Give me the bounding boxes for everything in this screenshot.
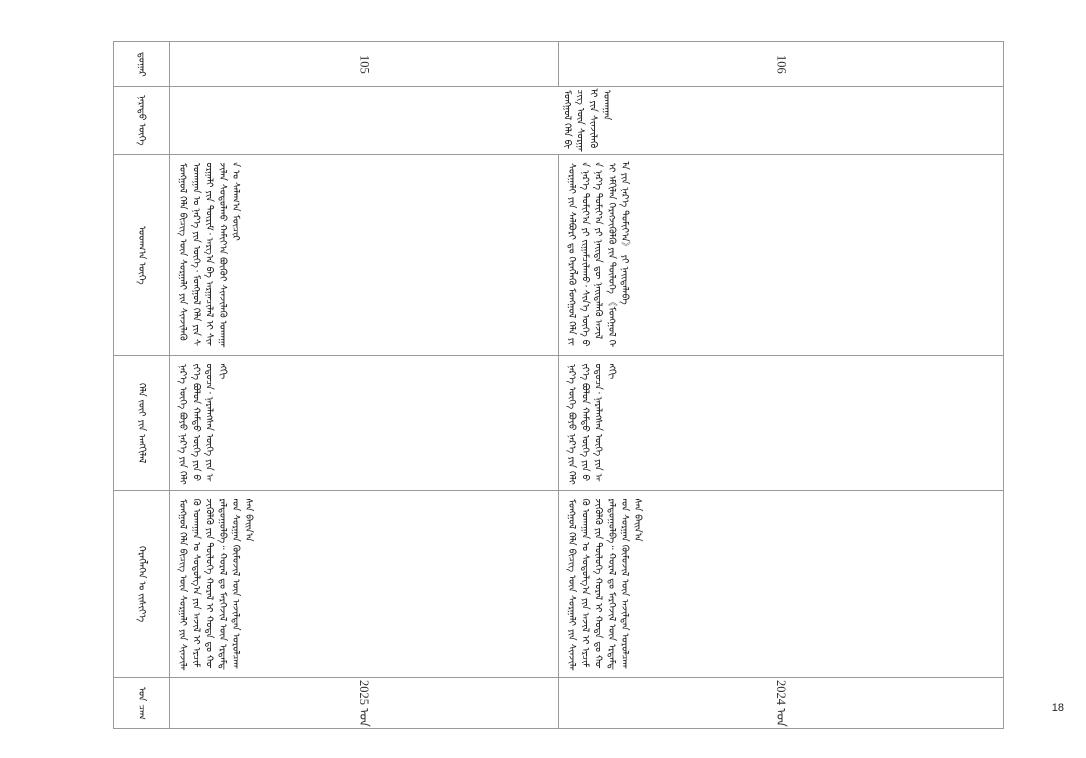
header-number-label: ᠳ᠋ᠤᠭᠠᠷ bbox=[136, 51, 148, 77]
row-106-usage: ᠮᠣᠩᠭᠣᠯ ᠬᠡᠯᠡ ᠪᠢᠴᠢᠭ ᠦᠨ ᠰᠤᠷᠭᠠᠯᠢ ᠶᠢᠨ ᠰᠢᠨᠵᠢᠯᠡᠬᠦ ᠤᠬᠠᠭᠠᠨ ᠤ ᠰᠤᠳᠤᠯᠭ᠎ᠠ ᠶᠢᠨ ᠠᠵᠢᠯ ᠢ ᠡᠷᠴᠢᠮᠵᠢᠬᠦᠯᠬᠦ ᠶᠢᠨ ᠲᠦᠯᠦᠭᠡ ᠬᠤᠷᠠᠯ ᠢ ᠬᠣᠲᠠ ᠳᠤ ᠬᠤᠷᠠᠯᠳᠤᠭᠤᠯᠪᠠ᠃ ᠬᠤᠷᠠᠯ ᠳᠤ ᠮᠡᠷᠭᠡᠵᠢᠯ ᠦᠨ ᠡᠷᠳᠡᠮᠲᠡᠳ ᠰᠤᠷᠭᠠᠨ ᠬᠥᠮᠦᠵᠢᠯ ᠦᠨ ᠠᠵᠢᠯᠲᠠᠨ ᠣᠷᠣᠯᠴᠠᠭᠰᠠᠨ ᠪᠠᠢᠨ᠎ᠠ bbox=[566, 499, 644, 671]
row-105-number: 105 bbox=[357, 54, 372, 74]
row-106-category: ᠨᠡᠷ᠎ᠡ ᠦᠭᠡ ᠪᠤᠶᠤ ᠨᠡᠷ᠎ᠡ ᠶᠢᠨ ᠬᠡᠯᠬᠢᠶ᠎ᠡ ᠪᠣᠯᠤᠨ ᠬᠠᠮᠲᠤ ᠦᠭᠡ ᠶᠢᠨ ᠪᠦᠲᠦᠴᠡ᠂ ᠨᠡᠷᠡᠯᠡᠭᠰᠡᠨ ᠦᠭᠡ ᠶᠢᠨ ᠠᠩᠭᠢ bbox=[566, 364, 617, 484]
page-number: 18 bbox=[1051, 702, 1064, 714]
header-usage bbox=[114, 491, 170, 678]
row-105-category-cell bbox=[170, 356, 559, 491]
row-106-number: 106 bbox=[774, 54, 789, 74]
row-number bbox=[114, 42, 1004, 87]
row-105-year: 2025 ᠣᠨ bbox=[357, 679, 371, 727]
row-106-meaning: ᠰᠤᠷᠭᠠᠯᠢ ᠶᠢᠨ ᠰᠠᠯᠪᠤᠷᠢ ᠳᠤ ᠬᠡᠷᠡᠭᠯᠡᠬᠦ ᠮᠣᠩᠭᠣᠯ ᠬᠡᠯᠡ ᠶᠢᠨ ᠨᠡᠷ᠎ᠡ ᠲᠣᠮᠢᠶ᠎ᠠ ᠶᠢ ᠵᠢᠭᠠᠮᠴᠢᠯᠠᠬᠤ᠂ ᠰᠢᠨ᠎ᠡ ᠦᠭᠡ ᠪᠠ ᠨᠡᠷ᠎ᠡ ᠲᠣᠮᠢᠶ᠎ᠠ ᠶᠢ ᠨᠡᠢᠲᠡ ᠳᠦ ᠨᠡᠢᠲᠡᠯᠡᠬᠦ ᠠᠵᠢᠯ ᠢ ᠡᠮᠬᠢᠯᠡᠨ ᠬᠡᠷᠡᠭᠵᠢᠭᠦᠯᠬᠦ ᠶᠢᠨ ᠲᠥᠯᠦᠭᠡ 《ᠮᠣᠩᠭᠣᠯ ᠬᠡᠯᠡ ᠶᠢᠨ ᠨᠡᠷ᠎ᠡ ᠲᠣᠮᠢᠶ᠎ᠠ》 ᠶᠢ ᠨᠡᠢᠲᠡᠯᠡᠪᠡ bbox=[566, 163, 631, 347]
row-title bbox=[114, 87, 1004, 155]
vocabulary-table bbox=[113, 41, 1004, 729]
row-106-year: 2024 ᠣᠨ bbox=[774, 679, 788, 727]
shared-title-text: ᠮᠣᠩᠭᠣᠯ ᠬᠡᠯᠡ ᠪᠢᠴᠢᠭ ᠦᠨ ᠰᠤᠷᠭᠠᠯᠢ ᠶᠢᠨ ᠰᠢᠨᠵᠢᠯᠡᠬᠦ ᠤᠬᠠᠭᠠᠨ bbox=[561, 89, 612, 151]
row-usage bbox=[114, 491, 1004, 678]
row-105-usage-cell bbox=[170, 491, 559, 678]
row-year bbox=[114, 678, 1004, 729]
header-meaning bbox=[114, 155, 170, 356]
row-105-year-cell bbox=[170, 678, 559, 729]
header-usage-label: ᠬᠡᠷᠡᠭᠯᠡᠭᠡᠨ ᠤ ᠵᠢᠱᠢᠶ᠎ᠡ bbox=[136, 545, 148, 623]
row-106-usage-cell bbox=[559, 491, 1004, 678]
header-category bbox=[114, 356, 170, 491]
row-105-number-cell bbox=[170, 42, 559, 87]
row-106-meaning-cell bbox=[559, 155, 1004, 356]
header-year bbox=[114, 678, 170, 729]
row-106-year-cell bbox=[559, 678, 1004, 729]
row-106-category-cell bbox=[559, 356, 1004, 491]
header-number bbox=[114, 42, 170, 87]
header-year-label: ᠣᠨ ᠴᠠᠭ bbox=[136, 686, 148, 720]
header-title-label: ᠨᠡᠷᠡᠲᠦ ᠦᠭᠡ bbox=[136, 95, 148, 146]
header-meaning-label: ᠤᠳᠬ᠎ᠠ ᠦᠭᠡ bbox=[136, 225, 148, 285]
row-meaning bbox=[114, 155, 1004, 356]
row-105-meaning: ᠮᠣᠩᠭᠣᠯ ᠬᠡᠯᠡ ᠪᠢᠴᠢᠭ ᠦᠨ ᠰᠤᠷᠭᠠᠯᠢ ᠶᠢᠨ ᠰᠢᠨᠵᠢᠯᠡᠬᠦ ᠤᠬᠠᠭᠠᠨ ᠤ ᠨᠡᠷ᠎ᠡ ᠶᠢᠨ ᠦᠭᠡ᠂ ᠮᠣᠩᠭᠣᠯ ᠬᠡᠯᠡ ᠶᠢᠨ ᠰᠤᠷᠭᠠᠯᠢ ᠶᠢᠨ ᠳᠦᠷᠢᠮ᠂ ᠠᠷᠭ᠎ᠠ ᠪᠠ ᠠᠷᠭᠠᠴᠢᠯᠠᠯ ᠢ ᠰᠢᠨᠵᠢᠯᠡᠨ ᠰᠤᠳᠤᠯᠬᠤ ᠬᠠᠮᠢᠶ᠎ᠠ ᠪᠦᠬᠦᠢ ᠰᠢᠨᠵᠢᠯᠡᠬᠦ ᠤᠬᠠᠭᠠᠨ ᠤ ᠰᠠᠯᠠᠭ᠎ᠠ ᠮᠥᠴᠢᠷ bbox=[177, 163, 242, 347]
header-title bbox=[114, 87, 170, 155]
header-category-label: ᠬᠡᠯᠡ ᠵᠦᠢ ᠶᠢᠨ ᠠᠩᠭᠢᠯᠠᠯ bbox=[136, 382, 148, 464]
row-105-category: ᠨᠡᠷ᠎ᠡ ᠦᠭᠡ ᠪᠤᠶᠤ ᠨᠡᠷ᠎ᠡ ᠶᠢᠨ ᠬᠡᠯᠬᠢᠶ᠎ᠡ ᠪᠣᠯᠤᠨ ᠬᠠᠮᠲᠤ ᠦᠭᠡ ᠶᠢᠨ ᠪᠦᠲᠦᠴᠡ᠂ ᠨᠡᠷᠡᠯᠡᠭᠰᠡᠨ ᠦᠭᠡ ᠶᠢᠨ ᠠᠩᠭᠢ bbox=[177, 364, 228, 484]
row-category bbox=[114, 356, 1004, 491]
row-105-meaning-cell bbox=[170, 155, 559, 356]
row-105-usage: ᠮᠣᠩᠭᠣᠯ ᠬᠡᠯᠡ ᠪᠢᠴᠢᠭ ᠦᠨ ᠰᠤᠷᠭᠠᠯᠢ ᠶᠢᠨ ᠰᠢᠨᠵᠢᠯᠡᠬᠦ ᠤᠬᠠᠭᠠᠨ ᠤ ᠰᠤᠳᠤᠯᠭ᠎ᠠ ᠶᠢᠨ ᠠᠵᠢᠯ ᠢ ᠡᠷᠴᠢᠮᠵᠢᠬᠦᠯᠬᠦ ᠶᠢᠨ ᠲᠦᠯᠦᠭᠡ ᠬᠤᠷᠠᠯ ᠢ ᠬᠣᠲᠠ ᠳᠤ ᠬᠤᠷᠠᠯᠳᠤᠭᠤᠯᠪᠠ᠃ ᠬᠤᠷᠠᠯ ᠳᠤ ᠮᠡᠷᠭᠡᠵᠢᠯ ᠦᠨ ᠡᠷᠳᠡᠮᠲᠡᠳ ᠰᠤᠷᠭᠠᠨ ᠬᠥᠮᠦᠵᠢᠯ ᠦᠨ ᠠᠵᠢᠯᠲᠠᠨ ᠣᠷᠣᠯᠴᠠᠭᠰᠠᠨ ᠪᠠᠢᠨ᠎ᠠ bbox=[177, 499, 255, 671]
row-106-number-cell bbox=[559, 42, 1004, 87]
shared-title-cell bbox=[170, 87, 1004, 155]
